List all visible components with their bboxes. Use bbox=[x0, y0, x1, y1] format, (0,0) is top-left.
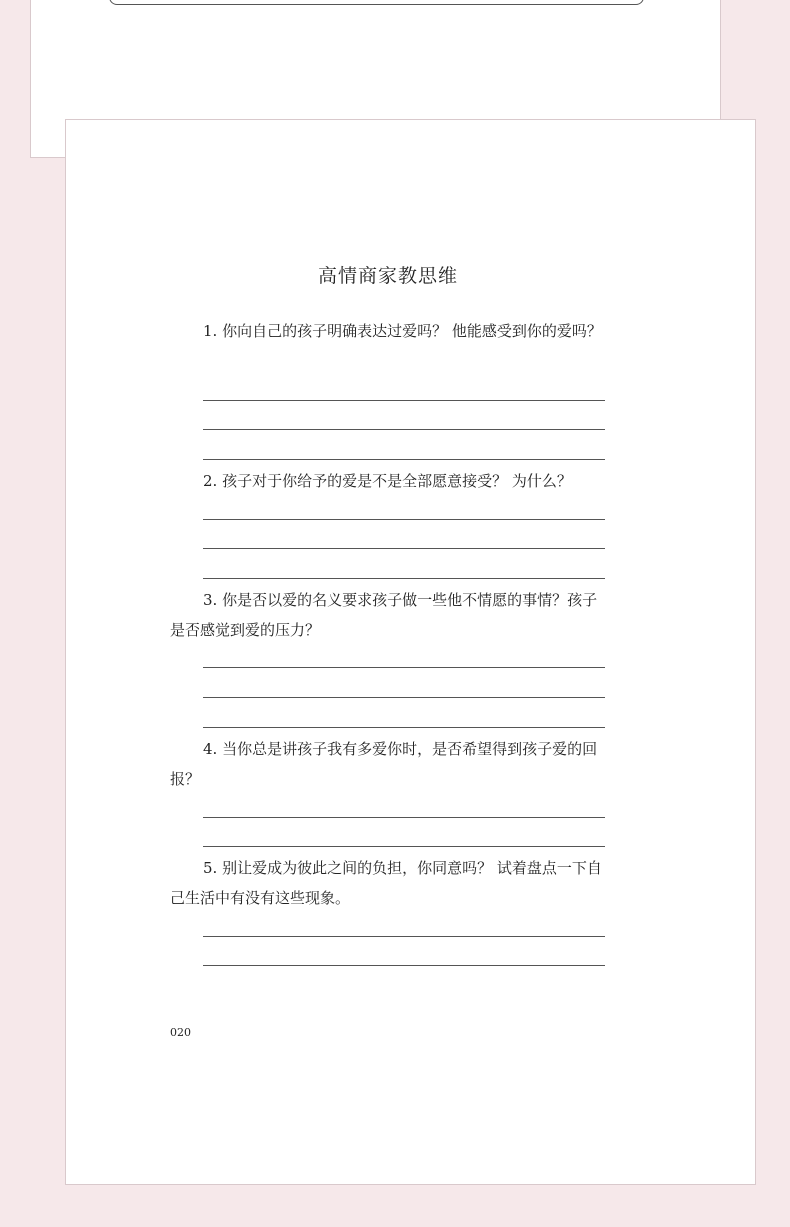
answer-line bbox=[203, 459, 605, 460]
answer-line bbox=[203, 846, 605, 847]
answer-line bbox=[203, 936, 605, 937]
question-2: 2. 孩子对于你给予的爱是不是全部愿意接受？ 为什么？ bbox=[203, 472, 572, 490]
answer-line bbox=[203, 817, 605, 818]
question-3: 3. 你是否以爱的名义要求孩子做一些他不情愿的事情？孩子是否感觉到爱的压力？ bbox=[170, 591, 598, 639]
page-number: 020 bbox=[170, 1026, 191, 1039]
answer-line bbox=[203, 727, 605, 728]
previous-page-box-bottom bbox=[109, 0, 644, 5]
workbook-page bbox=[65, 119, 756, 1185]
answer-line bbox=[203, 548, 605, 549]
question-5: 5. 别让爱成为彼此之间的负担，你同意吗？ 试着盘点一下自己生活中有没有这些现象。 bbox=[170, 859, 602, 907]
answer-line bbox=[203, 400, 605, 401]
answer-line bbox=[203, 697, 605, 698]
answer-line bbox=[203, 965, 605, 966]
answer-line bbox=[203, 519, 605, 520]
answer-line bbox=[203, 429, 605, 430]
answer-line bbox=[203, 667, 605, 668]
answer-line bbox=[203, 578, 605, 579]
question-4: 4. 当你总是讲孩子我有多爱你时，是否希望得到孩子爱的回报？ bbox=[170, 740, 598, 788]
page-title: 高情商家教思维 bbox=[317, 265, 458, 287]
question-1: 1. 你向自己的孩子明确表达过爱吗？ 他能感受到你的爱吗？ bbox=[203, 322, 602, 340]
